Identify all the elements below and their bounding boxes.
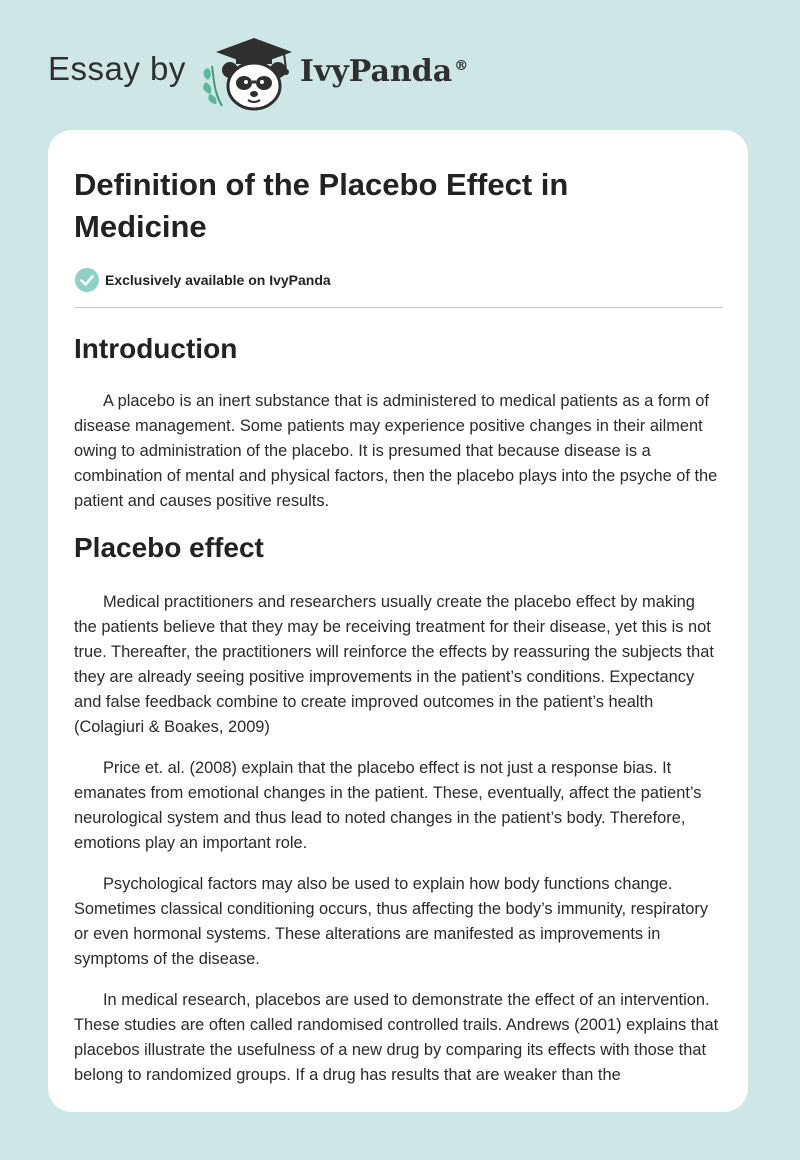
paragraph: Medical practitioners and researchers usually create the placebo effect by making the patients believe that they may be receiving treatment for their disease, yet this is not true. Thereafter, the practitioners will reinforce the effects by reassuring the subjects that they are already seeing positive improvements in the patient’s conditions. Expectancy and false feedback combine to create improved outcomes in the patient’s health (Colagiuri & Boakes, 2009) [74,593,714,736]
registered-mark: ® [454,57,469,74]
section-introduction [74,333,722,514]
brand-prefix: Essay by [48,50,186,87]
paragraph: In medical research, placebos are used to demonstrate the effect of an intervention. These studies are often called randomised controlled trails. Andrews (2001) explains that placebos illustrate the usefulness of a new drug by comparing its effects with those that belong to randomized groups. If a drug has results that are weaker than the [74,991,719,1084]
section-heading: Introduction [74,333,238,364]
section-placebo-effect [74,532,722,1088]
exclusive-badge-label: Exclusively available on IvyPanda [105,272,331,288]
brand-name-text: IvyPanda [299,53,453,89]
title-divider [74,307,722,308]
paragraph: A placebo is an inert substance that is administered to medical patients as a form of disease management. Some patients may experience positive changes in their ailment owing to administration of the placebo. It is presumed that because disease is a combination of mental and physical factors, then the placebo plays into the psyche of the patient and causes positive results. [74,392,718,510]
paragraph: Price et. al. (2008) explain that the placebo effect is not just a response bias. It emanates from emotional changes in the patient. These, eventually, affect the patient’s neurological system and thus lead to noted changes in the patient’s body. Therefore, emotions play an important role. [74,759,702,852]
section-heading: Placebo effect [74,532,264,563]
exclusive-badge [74,266,722,294]
check-circle-icon [74,267,100,293]
essay-card [48,130,748,1112]
brand-header[interactable] [48,34,468,114]
panda-graduation-cap-logo-icon [200,36,296,112]
paragraph: Psychological factors may also be used to explain how body functions change. Sometimes classical conditioning occurs, thus affecting the body’s immunity, respiratory or even hormonal systems. These alterations are manifested as improvements in symptoms of the disease. [74,875,709,968]
brand-name [300,54,468,89]
essay-title: Definition of the Placebo Effect in Medicine [74,167,569,244]
